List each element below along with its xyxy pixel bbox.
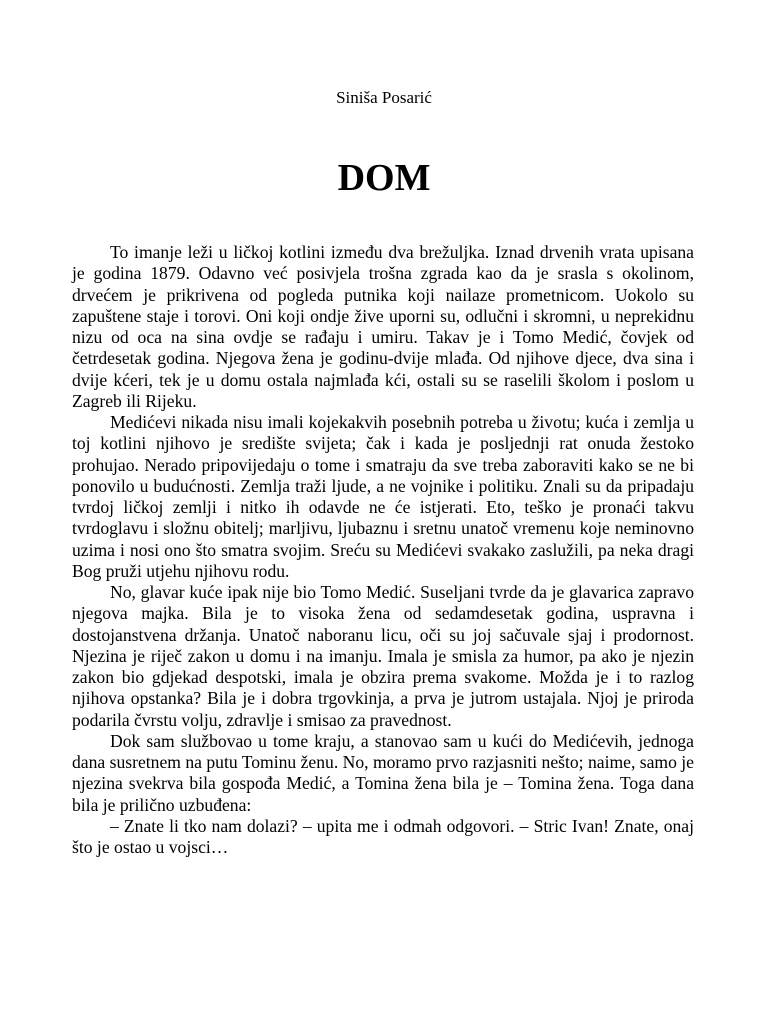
paragraph: – Znate li tko nam dolazi? – upita me i odmah odgovori. – Stric Ivan! Znate, onaj što je ostao u vojsci… <box>72 815 694 857</box>
body-text <box>72 242 694 858</box>
paragraph: No, glavar kuće ipak nije bio Tomo Medić. Suseljani tvrde da je glavarica zapravo njegova majka. Bila je to visoka žena od sedamdesetak godina, uspravna i dostojanstvena držanja. Unatoč naboranu licu, oči su joj sačuvale sjaj i prodornost. Njezina je riječ zakon u domu i na imanju. Imala je smisla za humor, pa ako je njezin zakon bio gdjekad despotski, imala je obzira prema svakome. Možda je i to razlog njihova opstanka? Bila je i dobra trgovkinja, a prva je jutrom ustajala. Njoj je priroda podarila čvrstu volju, zdravlje i smisao za pravednost. <box>72 582 694 730</box>
paragraph: To imanje leži u ličkoj kotlini između dva brežuljka. Iznad drvenih vrata upisana je godina 1879. Odavno već posivjela trošna zgrada kao da je srasla s okolinom, drvećem je prikrivena od pogleda putnika koji nailaze prometnicom. Uokolo su zapuštene staje i torovi. Oni koji ondje žive uporni su, odlučni i skromni, u neprekidnu nizu od oca na sina ovdje se rađaju i umiru. Takav je i Tomo Medić, čovjek od četrdesetak godina. Njegova žena je godinu-dvije mlađa. Od njihove djece, dva sina i dvije kćeri, tek je u domu ostala najmlađa kći, ostali su se raselili školom i poslom u Zagreb ili Rijeku. <box>72 242 694 411</box>
author-name: Siniša Posarić <box>336 88 432 107</box>
paragraph: Medićevi nikada nisu imali kojekakvih posebnih potreba u životu; kuća i zemlja u toj kotlini njihovo je središte svijeta; čak i kada je posljednji rat onuda žestoko prohujao. Nerado pripovijedaju o tome i smatraju da sve treba zaboraviti kako se ne bi ponovilo u budućnosti. Zemlja traži ljude, a ne vojnike i politiku. Znali su da pripadaju tvrdoj ličkoj zemlji i nitko ih odavde ne će istjerati. Eto, teško je pronaći takvu tvrdoglavu i složnu obitelj; marljivu, ljubaznu i sretnu unatoč vremenu koje neminovno uzima i nosi ono što smatra svojim. Sreću su Medićevi svakako zaslužili, pa neka dragi Bog pruži utjehu njihovu rodu. <box>72 412 694 581</box>
paragraph: Dok sam službovao u tome kraju, a stanovao sam u kući do Medićevih, jednoga dana susretnem na putu Tominu ženu. No, moramo prvo razjasniti nešto; naime, samo je njezina svekrva bila gospođa Medić, a Tomina žena bila je – Tomina žena. Toga dana bila je prilično uzbuđena: <box>72 730 694 815</box>
document-title: DOM <box>337 157 431 199</box>
